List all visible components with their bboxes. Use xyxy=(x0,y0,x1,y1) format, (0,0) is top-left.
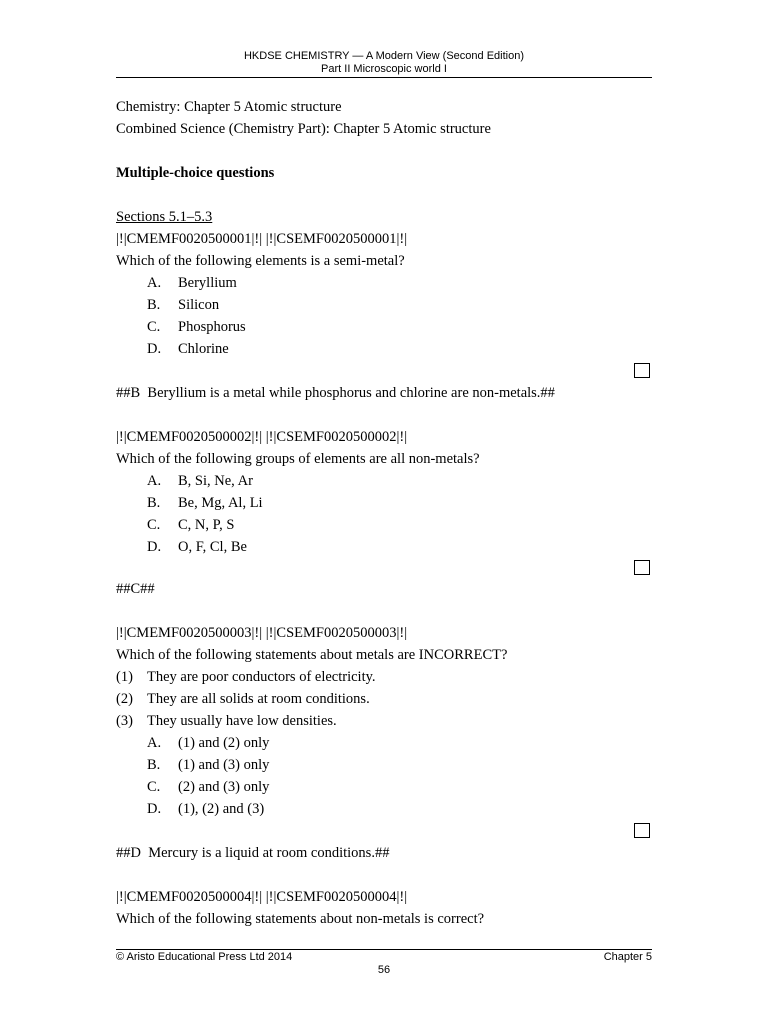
option-text: (1), (2) and (3) xyxy=(178,801,265,817)
question-code: |!|CMEMF0020500002|!| |!|CSEMF0020500002|!| xyxy=(116,429,408,445)
question-stem: Which of the following elements is a semi-metal? xyxy=(116,253,405,269)
question-stem: Which of the following statements about non-metals is correct? xyxy=(116,911,485,927)
footer-chapter: Chapter 5 xyxy=(603,951,652,963)
footer-copyright: © Aristo Educational Press Ltd 2014 xyxy=(116,951,293,963)
statement-text: They usually have low densities. xyxy=(147,713,337,729)
header-title: HKDSE CHEMISTRY — A Modern View (Second Edition) xyxy=(243,50,524,62)
combined-science-chapter-line: Combined Science (Chemistry Part): Chapter 5 Atomic structure xyxy=(116,121,491,137)
option-letter: B. xyxy=(147,297,161,313)
option-letter: B. xyxy=(147,495,161,511)
option-letter: C. xyxy=(147,517,161,533)
page-header xyxy=(116,50,652,76)
mcq-heading: Multiple-choice questions xyxy=(116,165,275,181)
question-stem: Which of the following statements about metals are INCORRECT? xyxy=(116,647,508,663)
option-text: B, Si, Ne, Ar xyxy=(178,473,253,489)
option-text: Chlorine xyxy=(178,341,229,357)
chemistry-chapter-line: Chemistry: Chapter 5 Atomic structure xyxy=(116,99,342,115)
answer-line: ##B Beryllium is a metal while phosphorus and chlorine are non-metals.## xyxy=(116,385,555,401)
footer-divider xyxy=(116,949,652,950)
option-text: Beryllium xyxy=(178,275,237,291)
option-letter: A. xyxy=(147,275,162,291)
option-text: O, F, Cl, Be xyxy=(178,539,247,555)
option-letter: C. xyxy=(147,319,161,335)
statement-text: They are all solids at room conditions. xyxy=(147,691,370,707)
statement-number: (2) xyxy=(116,691,133,707)
answer-line: ##C## xyxy=(116,581,155,597)
option-letter: D. xyxy=(147,539,162,555)
answer-line: ##D Mercury is a liquid at room conditions.## xyxy=(116,845,390,861)
option-letter: B. xyxy=(147,757,161,773)
option-letter: D. xyxy=(147,341,162,357)
question-stem: Which of the following groups of elements are all non-metals? xyxy=(116,451,480,467)
question-code: |!|CMEMF0020500004|!| |!|CSEMF0020500004|!| xyxy=(116,889,408,905)
statement-number: (1) xyxy=(116,669,133,685)
header-subtitle: Part II Microscopic world I xyxy=(321,63,447,75)
option-letter: A. xyxy=(147,735,162,751)
option-text: Phosphorus xyxy=(178,319,246,335)
option-text: C, N, P, S xyxy=(178,517,235,533)
option-text: (1) and (2) only xyxy=(178,735,270,751)
option-text: (1) and (3) only xyxy=(178,757,270,773)
option-letter: D. xyxy=(147,801,162,817)
question-code: |!|CMEMF0020500001|!| |!|CSEMF0020500001|!| xyxy=(116,231,408,247)
option-letter: A. xyxy=(147,473,162,489)
statement-text: They are poor conductors of electricity. xyxy=(147,669,376,685)
page-number: 56 xyxy=(377,964,391,976)
question-code: |!|CMEMF0020500003|!| |!|CSEMF0020500003|!| xyxy=(116,625,408,641)
option-text: (2) and (3) only xyxy=(178,779,270,795)
sections-heading: Sections 5.1–5.3 xyxy=(116,209,213,225)
option-text: Be, Mg, Al, Li xyxy=(178,495,263,511)
header-divider xyxy=(116,77,652,78)
statement-number: (3) xyxy=(116,713,133,729)
option-text: Silicon xyxy=(178,297,220,313)
option-letter: C. xyxy=(147,779,161,795)
answer-box[interactable] xyxy=(634,560,650,575)
answer-box[interactable] xyxy=(634,363,650,378)
answer-box[interactable] xyxy=(634,823,650,838)
